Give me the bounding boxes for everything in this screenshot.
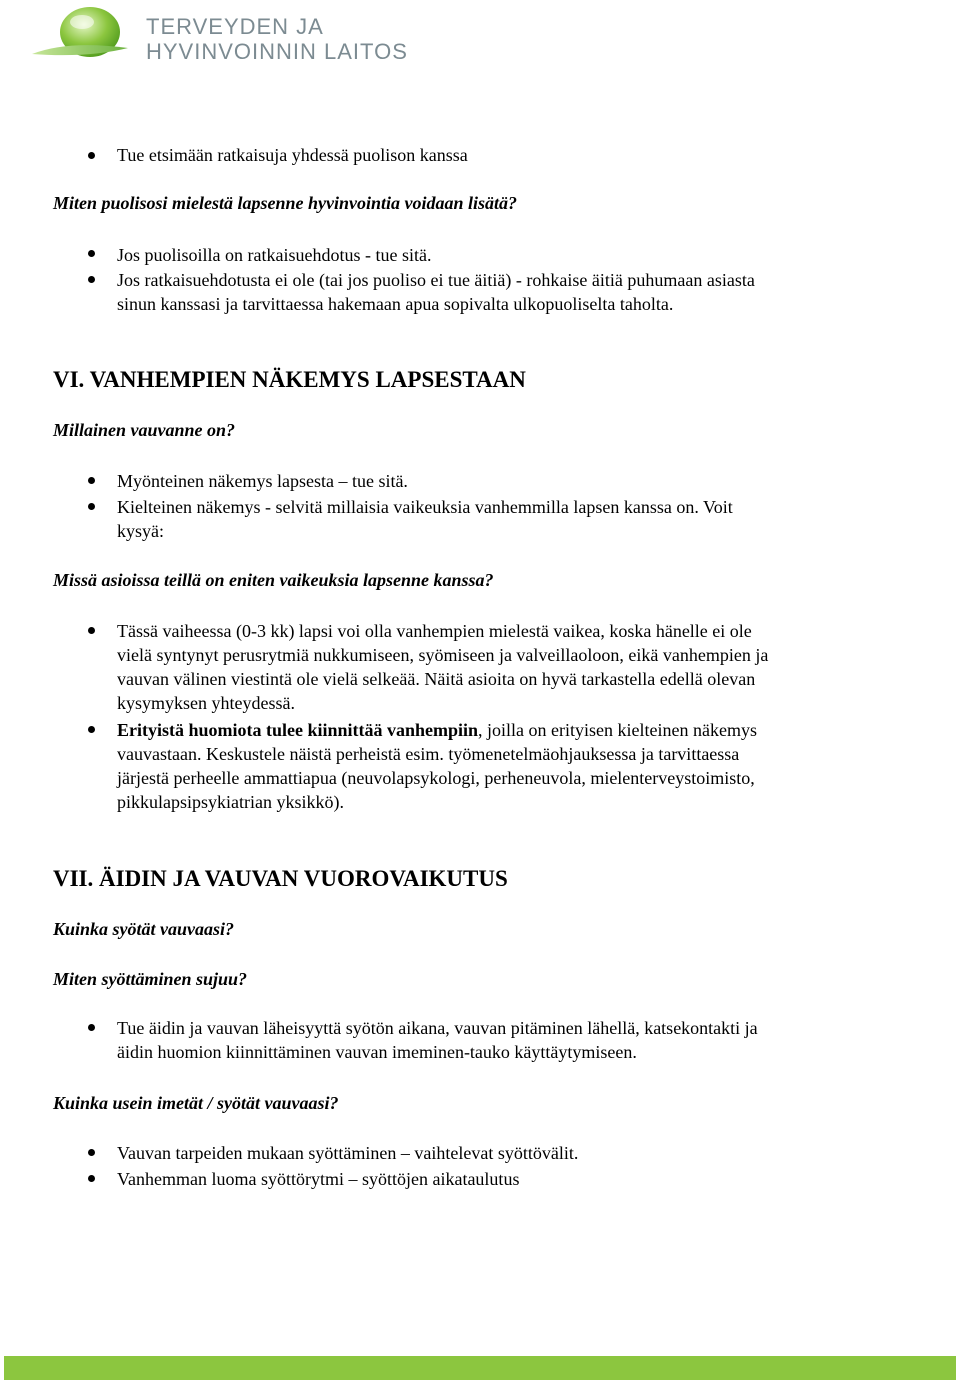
logo-line-1: TERVEYDEN JA (146, 14, 324, 39)
logo-wordmark (146, 16, 408, 66)
bullet-item: Vanhemman luoma syöttörytmi – syöttöjen aikataulutus (117, 1169, 520, 1189)
logo-leaf-icon (28, 4, 138, 66)
question: Kuinka usein imetät / syötät vauvaasi? (53, 1093, 339, 1113)
bullet-icon (88, 627, 95, 634)
bullet-icon (88, 726, 95, 733)
bullet-item-line: järjestä perheelle ammattiapua (neuvolapsykologi, perheneuvola, mielenterveystoimisto, (117, 768, 755, 788)
bullet-item: Vauvan tarpeiden mukaan syöttäminen – vaihtelevat syöttövälit. (117, 1143, 579, 1163)
bullet-item-line: äidin huomion kiinnittäminen vauvan imeminen-tauko käyttäytymiseen. (117, 1042, 637, 1062)
bullet-item-line: vauvastaan. Keskustele näistä perheistä esim. työmenetelmäohjauksessa ja tarvittaessa (117, 744, 740, 764)
bullet-icon (88, 1024, 95, 1031)
bullet-icon (88, 1149, 95, 1156)
bullet-item-line: vauvan välinen viestintä ole vielä selkeää. Näitä asioita on hyvä tarkastella edellä olevan (117, 669, 756, 689)
bullet-item-line: sinun kanssasi ja tarvittaessa hakemaan apua sopivalta ulkopuoliselta taholta. (117, 294, 674, 314)
bullet-item-text: , joilla on erityisen kielteinen näkemys (478, 720, 757, 740)
bullet-item-line: Kielteinen näkemys - selvitä millaisia vaikeuksia vanhemmilla lapsen kanssa on. Voit (117, 497, 733, 517)
section-heading: VII. ÄIDIN JA VAUVAN VUOROVAIKUTUS (53, 866, 508, 891)
bullet-icon (88, 276, 95, 283)
bullet-icon (88, 250, 95, 257)
bullet-item-line: kysymyksen yhteydessä. (117, 693, 295, 713)
bullet-item-line (117, 718, 757, 742)
question: Missä asioissa teillä on eniten vaikeuksia lapsenne kanssa? (53, 570, 494, 590)
bullet-item-line: Tue äidin ja vauvan läheisyyttä syötön aikana, vauvan pitäminen lähellä, katsekontakti ja (117, 1018, 758, 1038)
question: Millainen vauvanne on? (53, 420, 236, 440)
footer-bar (4, 1356, 956, 1380)
section-heading: VI. VANHEMPIEN NÄKEMYS LAPSESTAAN (53, 367, 526, 392)
bullet-icon (88, 152, 95, 159)
emphasis-text: Erityistä huomiota tulee kiinnittää vanhempiin (117, 720, 479, 740)
bullet-icon (88, 477, 95, 484)
bullet-item-line: Jos ratkaisuehdotusta ei ole (tai jos puoliso ei tue äitiä) - rohkaise äitiä puhumaan asiasta (117, 270, 755, 290)
question: Miten syöttäminen sujuu? (53, 969, 248, 989)
bullet-icon (88, 1175, 95, 1182)
bullet-item-line: pikkulapsipsykiatrian yksikkö). (117, 792, 344, 812)
bullet-item-line: vielä syntynyt perusrytmiä nukkumiseen, syömiseen ja valveillaoloon, eikä vanhempien ja (117, 645, 769, 665)
question: Kuinka syötät vauvaasi? (53, 919, 235, 939)
bullet-item: Myönteinen näkemys lapsesta – tue sitä. (117, 471, 408, 491)
bullet-item-line: kysyä: (117, 521, 164, 541)
bullet-item: Jos puolisoilla on ratkaisuehdotus - tue sitä. (117, 245, 432, 265)
logo-line-2: HYVINVOINNIN LAITOS (146, 39, 408, 64)
bullet-icon (88, 503, 95, 510)
bullet-item: Tue etsimään ratkaisuja yhdessä puolison kanssa (117, 145, 468, 165)
thl-logo (28, 4, 408, 64)
question: Miten puolisosi mielestä lapsenne hyvinvointia voidaan lisätä? (53, 193, 518, 213)
bullet-item-line: Tässä vaiheessa (0-3 kk) lapsi voi olla vanhempien mielestä vaikea, koska hänelle ei ole (117, 621, 752, 641)
